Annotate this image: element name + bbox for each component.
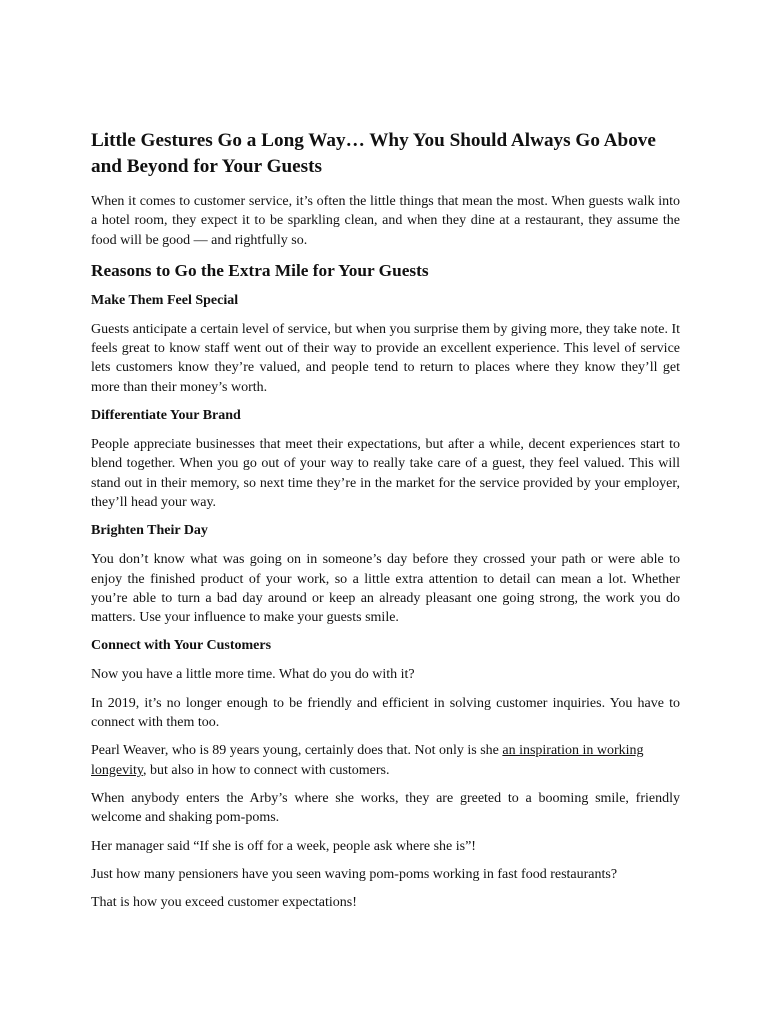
paragraph-differentiate-your-brand: People appreciate businesses that meet their expectations, but after a while, decent experiences start to blend together. When you go out of your way to really take care of a guest, they feel valued. This will stand out in their memory, so next time they’re in the market for the service provided by your employer, they’ll head your way.: [91, 437, 680, 510]
article: [91, 128, 680, 921]
paragraph-brighten-their-day: You don’t know what was going on in someone’s day before they crossed your path or were able to enjoy the finished product of your work, so a little extra attention to detail can mean a lot. Whether you’re able to turn a bad day around or keep an already pleasant one going strong, the work you do matters. Use your influence to make your guests smile.: [91, 552, 680, 626]
inspiration-link[interactable]: an inspiration in working longevity: [91, 743, 644, 778]
section-heading: Reasons to Go the Extra Mile for Your Guests: [91, 260, 429, 280]
paragraph-pearl-weaver: [91, 741, 680, 780]
paragraph-pensioners: Just how many pensioners have you seen waving pom-poms working in fast food restaurants?: [91, 866, 618, 882]
pearl-text-after: , but also in how to connect with customers.: [142, 762, 390, 778]
paragraph-manager-quote: Her manager said “If she is off for a week, people ask where she is”!: [91, 838, 476, 854]
paragraph-make-them-feel-special: Guests anticipate a certain level of service, but when you surprise them by giving more, they take note. It feels great to know staff went out of their way to provide an excellent experience. This level of service lets customers know they’re valued, and people tend to return to places where they know they’ll get more than their money’s worth.: [91, 321, 680, 395]
pearl-text-before: Pearl Weaver, who is 89 years young, certainly does that. Not only is she: [91, 743, 503, 759]
paragraph-2019: In 2019, it’s no longer enough to be friendly and efficient in solving customer inquiries. You have to connect with them too.: [91, 695, 680, 731]
paragraph-more-time: Now you have a little more time. What do you do with it?: [91, 667, 415, 683]
intro-paragraph: When it comes to customer service, it’s often the little things that mean the most. When guests walk into a hotel room, they expect it to be sparkling clean, and when they dine at a restaurant, they assume the food will be good — and rightfully so.: [91, 194, 680, 248]
paragraph-arbys: When anybody enters the Arby’s where she works, they are greeted to a booming smile, friendly welcome and shaking pom-poms.: [91, 790, 680, 826]
article-title: Little Gestures Go a Long Way… Why You Should Always Go Above and Beyond for Your Guests: [91, 130, 656, 177]
subheading-differentiate-your-brand: Differentiate Your Brand: [91, 408, 241, 424]
subheading-brighten-their-day: Brighten Their Day: [91, 523, 208, 539]
subheading-connect-with-customers: Connect with Your Customers: [91, 638, 272, 654]
paragraph-exceed-expectations: That is how you exceed customer expectations!: [91, 895, 357, 911]
subheading-make-them-feel-special: Make Them Feel Special: [91, 292, 239, 308]
